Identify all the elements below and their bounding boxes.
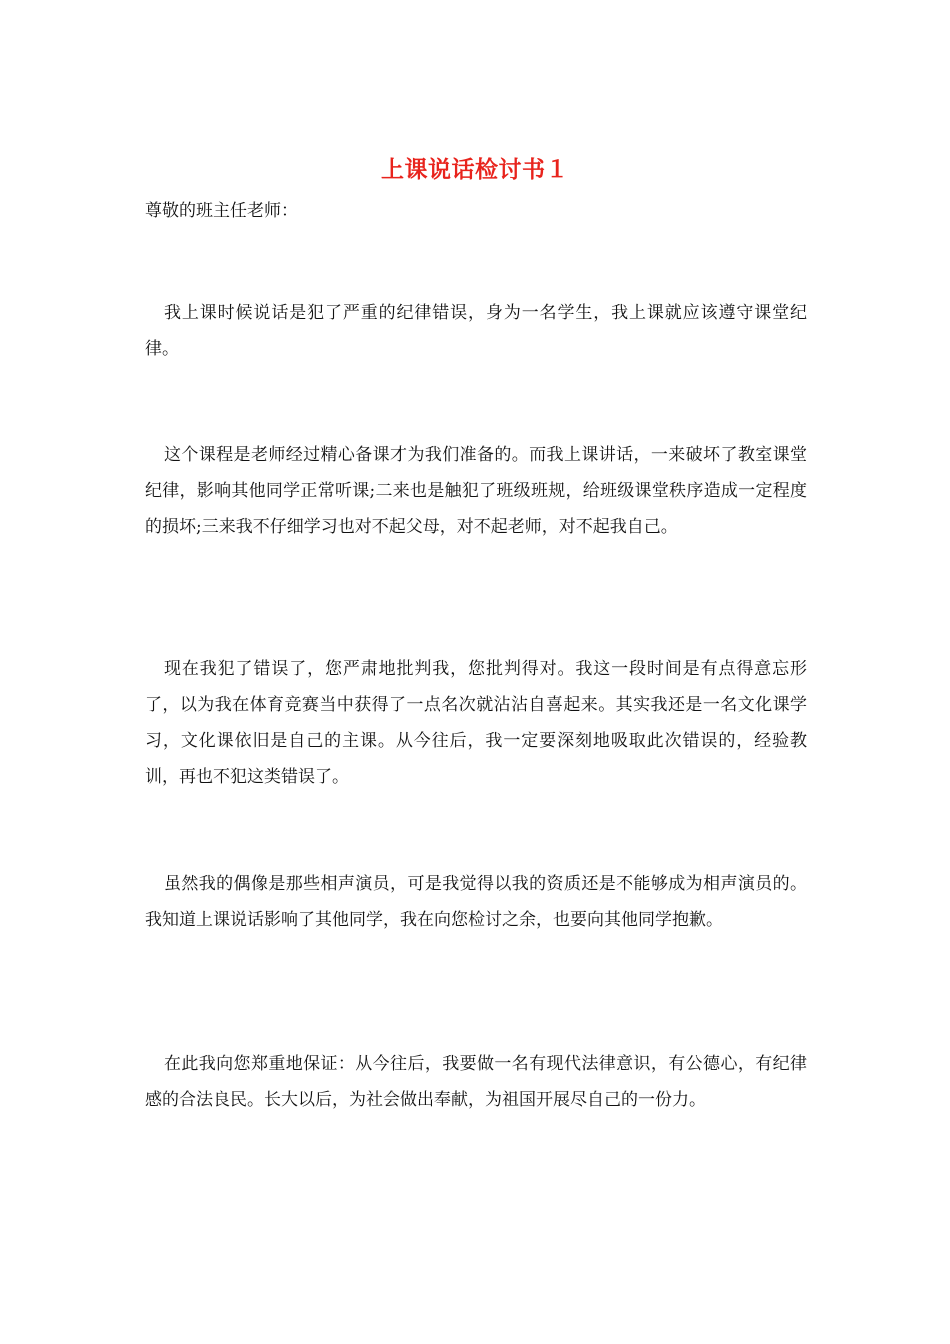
- salutation: 尊敬的班主任老师：: [145, 201, 298, 221]
- document-title: 上课说话检讨书１: [381, 156, 569, 183]
- paragraph-1: 我上课时候说话是犯了严重的纪律错误，身为一名学生，我上课就应该遵守课堂纪律。: [145, 303, 807, 359]
- paragraph-4: 虽然我的偶像是那些相声演员，可是我觉得以我的资质还是不能够成为相声演员的。我知道上课说话影响了其他同学，我在向您检讨之余，也要向其他同学抱歉。: [145, 874, 807, 930]
- paragraph-5: 在此我向您郑重地保证：从今往后，我要做一名有现代法律意识，有公德心，有纪律感的合法良民。长大以后，为社会做出奉献，为祖国开展尽自己的一份力。: [145, 1054, 807, 1110]
- paragraph-3: 现在我犯了错误了，您严肃地批判我，您批判得对。我这一段时间是有点得意忘形了，以为我在体育竞赛当中获得了一点名次就沾沾自喜起来。其实我还是一名文化课学习，文化课依旧是自己的主课。从今往后，我一定要深刻地吸取此次错误的，经验教训，再也不犯这类错误了。: [145, 659, 807, 787]
- paragraph-2: 这个课程是老师经过精心备课才为我们准备的。而我上课讲话，一来破坏了教室课堂纪律，影响其他同学正常听课;二来也是触犯了班级班规，给班级课堂秩序造成一定程度的损坏;三来我不仔细学习也对不起父母，对不起老师，对不起我自己。: [145, 445, 807, 537]
